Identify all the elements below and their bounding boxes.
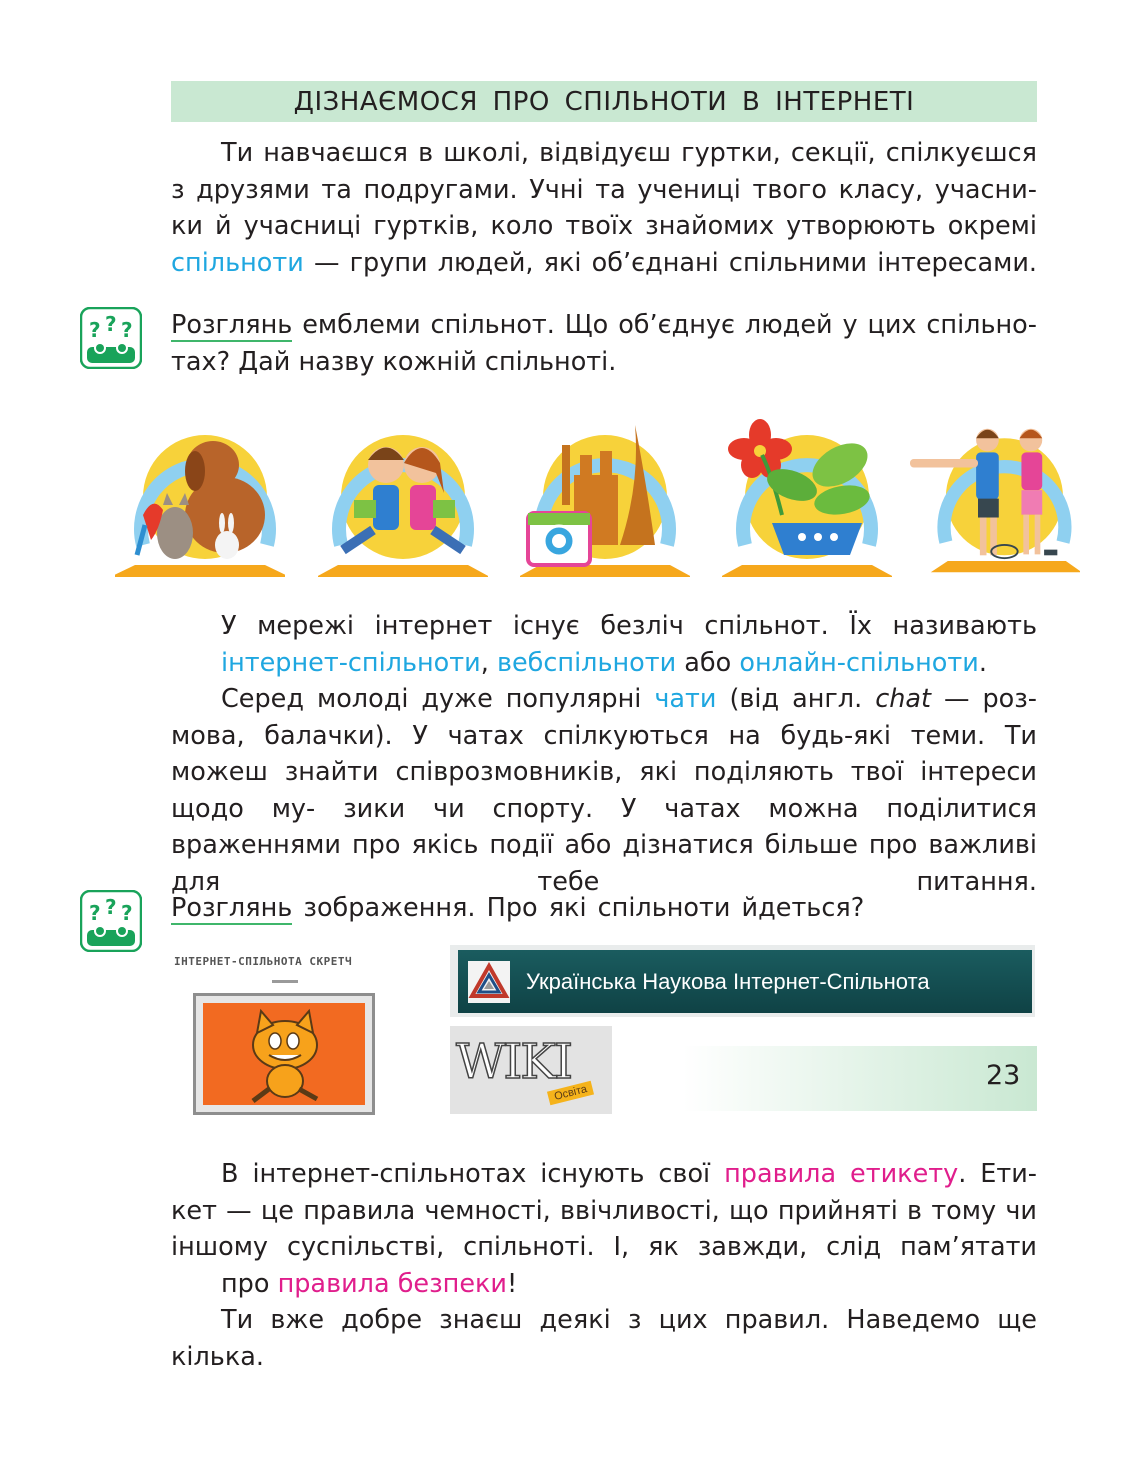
reading-emblem-icon	[318, 405, 488, 580]
wiki-badge: Освіта	[547, 1081, 594, 1106]
term-internet-communities: інтернет-спільноти	[221, 647, 481, 678]
decorative-gradient-bar	[683, 1046, 1037, 1111]
term-etiquette-rules: правила етикету	[724, 1159, 959, 1189]
plants-emblem-icon	[722, 405, 892, 580]
svg-text:?: ?	[89, 318, 101, 342]
intro-line: з друзями та подругами. Учні та учениці твого класу, учасни-	[171, 174, 1037, 205]
etiquette-line: . Ети-	[958, 1159, 1037, 1189]
task-verb: Розглянь	[171, 893, 293, 923]
svg-text:?: ?	[105, 895, 117, 919]
etiquette-line: В інтернет-спільнотах існують свої	[221, 1159, 725, 1189]
svg-text:?: ?	[121, 318, 133, 342]
scratch-cat-icon	[193, 993, 375, 1115]
english-word: chat	[875, 684, 931, 714]
punctuation: !	[507, 1268, 518, 1299]
task-verb: Розглянь	[171, 310, 293, 340]
question-task-icon	[80, 890, 142, 952]
punctuation: .	[978, 647, 987, 678]
task1-line: тах? Дай назву кожній спільноті.	[171, 346, 617, 377]
term-safety-rules: правила безпеки	[277, 1268, 508, 1299]
term-communities: спільноти	[171, 247, 304, 278]
chats-line: Серед молоді дуже популярні	[221, 684, 655, 714]
intro-line: — групи людей, які об’єднані спільними інтересами.	[303, 247, 1037, 278]
chats-line: знайти співрозмовників, які поділяють твої інтереси щодо му-	[171, 757, 1037, 824]
section-title: ДІЗНАЄМОСЯ ПРО СПІЛЬНОТИ В ІНТЕРНЕТІ	[171, 81, 1037, 122]
etiquette-paragraph	[171, 1156, 1037, 1302]
closing-line: Ти вже добре знаєш деякі з цих правил. Наведемо ще кілька.	[171, 1305, 1037, 1372]
sport-emblem-icon	[910, 405, 1080, 580]
question-task-icon	[80, 307, 142, 369]
community-emblems	[100, 405, 1090, 585]
science-community-banner	[458, 950, 1032, 1013]
task1-text	[171, 307, 1037, 380]
chats-line: (від англ.	[716, 684, 876, 714]
intro-line: ки й учасниці гуртків, коло твоїх знайомих утворюють окремі	[171, 211, 1037, 241]
internet-line: У мережі інтернет існує безліч спільнот. Їх називають	[221, 611, 1037, 641]
svg-text:?: ?	[121, 901, 133, 925]
etiquette-line: чи іншому суспільстві, спільноті. І, як завжди, слід пам’ятати	[171, 1195, 1037, 1262]
wiki-logo-text: WIKI	[456, 1034, 572, 1090]
intro-paragraph	[171, 135, 1037, 281]
intro-line: Ти навчаєшся в школі, відвідуєш гуртки, секції, спілкуєшся	[221, 138, 1037, 168]
wiki-logo	[450, 1026, 612, 1114]
photo-travel-emblem-icon	[520, 405, 690, 580]
chats-line: якісь події або дізнатися більше про важливі для тебе питання.	[171, 830, 1038, 897]
science-community-title: Українська Наукова Інтернет-Спільнота	[526, 968, 930, 994]
term-online-communities: онлайн-спільноти	[739, 647, 979, 678]
etiquette-line: про	[221, 1268, 278, 1299]
task2-text	[171, 890, 864, 927]
chats-line: — роз-	[931, 684, 1037, 714]
etiquette-line: кет — це правила чемності, ввічливості, що прийняті в тому	[171, 1195, 997, 1226]
triangle-logo-icon	[468, 961, 510, 1003]
divider	[272, 980, 298, 983]
separator: або	[676, 647, 740, 678]
chats-line: мова, балачки). У чатах спілкуються на будь-які теми. Ти можеш	[171, 720, 1037, 787]
task2-line: зображення. Про які спільноти йдеться?	[292, 893, 865, 923]
chats-paragraph	[171, 681, 1037, 900]
page-number: 23	[986, 1060, 1021, 1091]
scratch-caption: ІНТЕРНЕТ-СПІЛЬНОТА СКРЕТЧ	[174, 955, 353, 968]
pets-emblem-icon	[115, 405, 285, 580]
chats-line: зики чи спорту. У чатах можна поділитися враженнями про	[171, 793, 1038, 860]
svg-text:?: ?	[89, 901, 101, 925]
separator: ,	[480, 647, 497, 678]
task1-line: емблеми спільнот. Що об’єднує людей у цих спільно-	[292, 310, 1037, 340]
term-chats: чати	[654, 684, 717, 714]
term-web-communities: вебспільноти	[496, 647, 677, 678]
internet-communities-paragraph	[171, 608, 1037, 681]
svg-text:?: ?	[105, 312, 117, 336]
closing-paragraph	[171, 1302, 1037, 1375]
